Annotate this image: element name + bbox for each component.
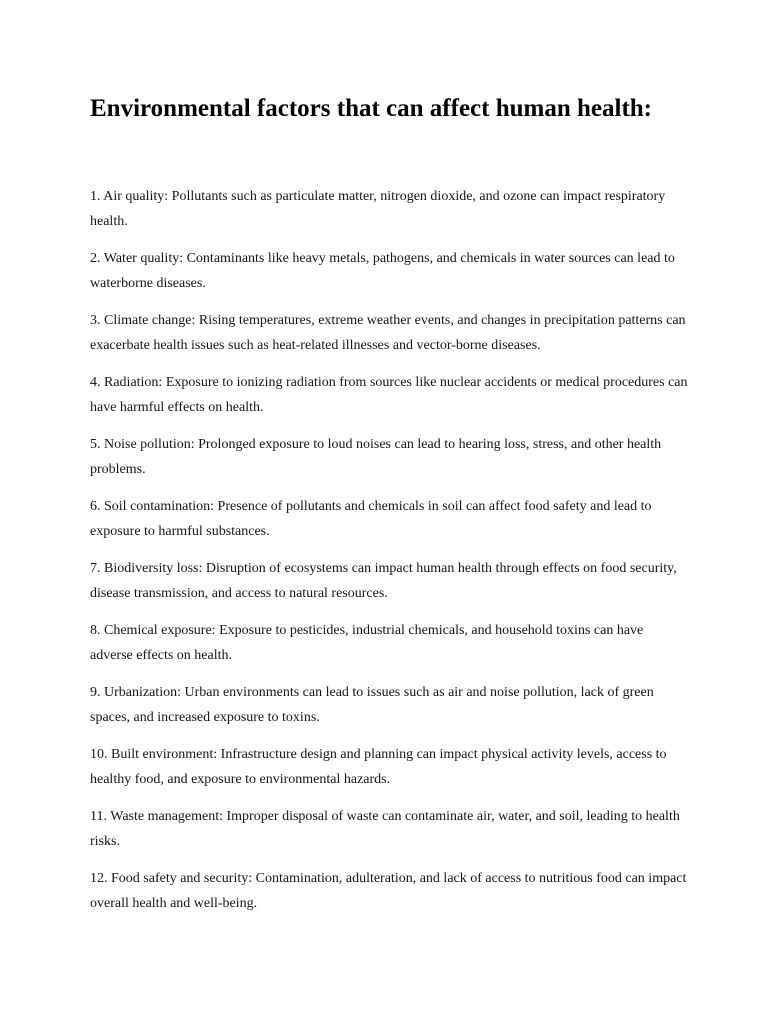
list-item-soil-contamination: 6. Soil contamination: Presence of pollutants and chemicals in soil can affect food safety and lead to exposure to harmful substances. bbox=[90, 499, 652, 539]
list-item-food-safety: 12. Food safety and security: Contamination, adulteration, and lack of access to nutritious food can impact overall health and well-being. bbox=[90, 871, 687, 911]
factor-list bbox=[90, 185, 688, 916]
list-item-biodiversity-loss: 7. Biodiversity loss: Disruption of ecosystems can impact human health through effects on food security, disease transmission, and access to natural resources. bbox=[90, 561, 677, 601]
document-title: Environmental factors that can affect human health: bbox=[90, 95, 652, 122]
list-item-radiation: 4. Radiation: Exposure to ionizing radiation from sources like nuclear accidents or medical procedures can have harmful effects on health. bbox=[90, 375, 688, 415]
list-item-noise-pollution: 5. Noise pollution: Prolonged exposure to loud noises can lead to hearing loss, stress, and other health problems. bbox=[90, 437, 662, 477]
list-item-urbanization: 9. Urbanization: Urban environments can lead to issues such as air and noise pollution, lack of green spaces, and increased exposure to toxins. bbox=[90, 685, 654, 725]
list-item-waste-management: 11. Waste management: Improper disposal of waste can contaminate air, water, and soil, leading to health risks. bbox=[90, 809, 680, 849]
list-item-chemical-exposure: 8. Chemical exposure: Exposure to pesticides, industrial chemicals, and household toxins can have adverse effects on health. bbox=[90, 623, 644, 663]
list-item-climate-change: 3. Climate change: Rising temperatures, extreme weather events, and changes in precipitation patterns can exacerbate health issues such as heat-related illnesses and vector-borne diseases. bbox=[90, 313, 686, 353]
list-item-air-quality: 1. Air quality: Pollutants such as particulate matter, nitrogen dioxide, and ozone can impact respiratory health. bbox=[90, 189, 666, 229]
list-item-water-quality: 2. Water quality: Contaminants like heavy metals, pathogens, and chemicals in water sources can lead to waterborne diseases. bbox=[90, 251, 675, 291]
list-item-built-environment: 10. Built environment: Infrastructure design and planning can impact physical activity levels, access to healthy food, and exposure to environmental hazards. bbox=[90, 747, 667, 787]
